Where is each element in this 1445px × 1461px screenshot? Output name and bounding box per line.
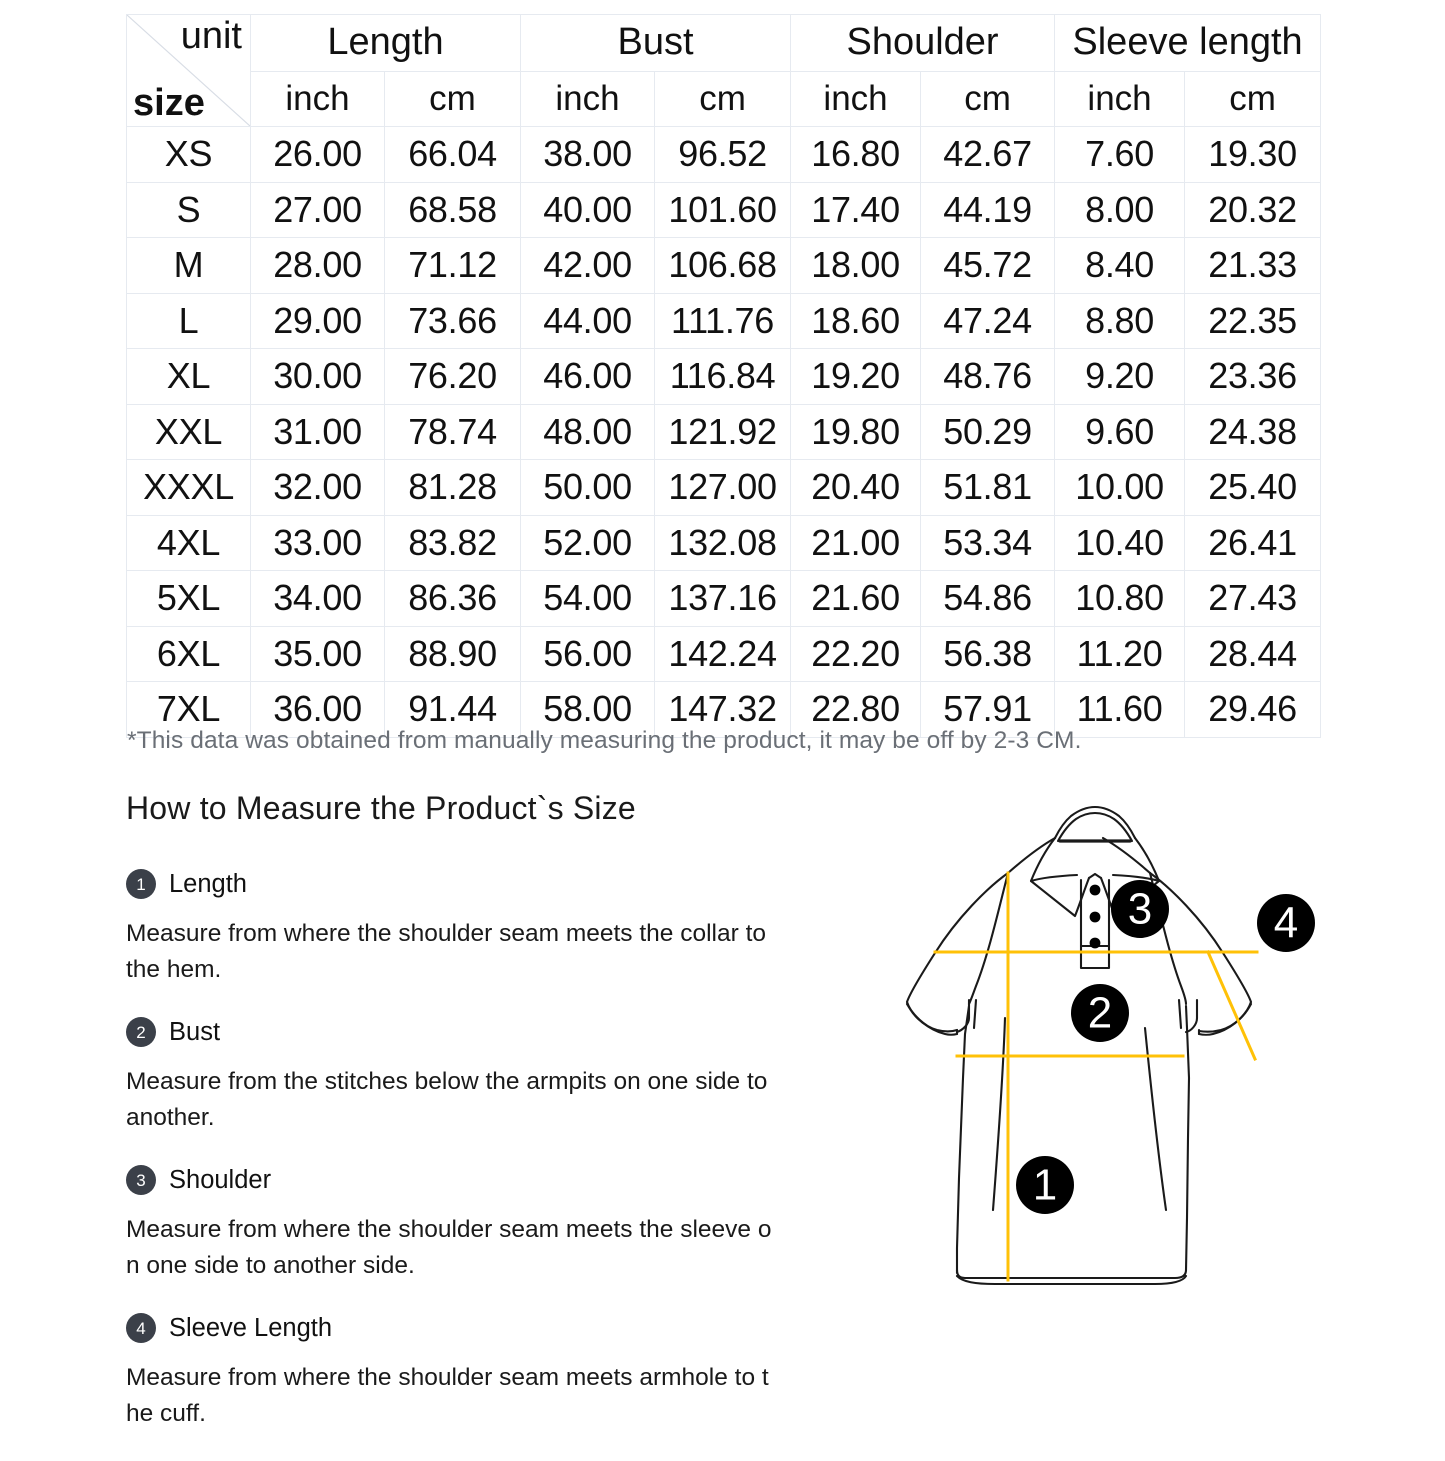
cell-value: 33.00 — [251, 515, 385, 571]
cell-value: 22.35 — [1185, 293, 1321, 349]
cell-value: 46.00 — [521, 349, 655, 405]
subheader-sleeve-inch: inch — [1055, 72, 1185, 127]
cell-value: 68.58 — [385, 182, 521, 238]
step-description: Measure from where the shoulder seam meets the collar to the hem. — [126, 920, 767, 983]
how-to-measure-section — [126, 790, 786, 1461]
corner-cell-unit-size — [127, 15, 251, 127]
cell-value: 91.44 — [385, 682, 521, 738]
cell-value: 25.40 — [1185, 460, 1321, 516]
cell-value: 11.60 — [1055, 682, 1185, 738]
cell-value: 86.36 — [385, 571, 521, 627]
group-header-bust: Bust — [521, 15, 791, 72]
cell-value: 127.00 — [655, 460, 791, 516]
step-description: Measure from where the shoulder seam meets the sleeve on one side to another side. — [126, 1216, 772, 1279]
cell-value: 76.20 — [385, 349, 521, 405]
step-number-badge: 3 — [126, 1165, 156, 1195]
step-label: Shoulder — [169, 1165, 272, 1194]
marker-3 — [1111, 880, 1169, 938]
measure-step-header — [126, 869, 786, 899]
table-row — [127, 571, 1321, 627]
cell-value: 73.66 — [385, 293, 521, 349]
cell-value: 50.29 — [921, 404, 1055, 460]
svg-text:1: 1 — [1032, 1160, 1058, 1210]
cell-value: 57.91 — [921, 682, 1055, 738]
cell-value: 22.20 — [791, 626, 921, 682]
placket-buttons-icon — [1090, 885, 1101, 949]
step-number-badge: 4 — [126, 1313, 156, 1343]
cell-value: 8.80 — [1055, 293, 1185, 349]
cell-value: 44.19 — [921, 182, 1055, 238]
cell-value: 36.00 — [251, 682, 385, 738]
cell-value: 42.00 — [521, 238, 655, 294]
cell-value: 53.34 — [921, 515, 1055, 571]
step-description: Measure from the stitches below the armpits on one side to another. — [126, 1068, 768, 1131]
cell-value: 7.60 — [1055, 127, 1185, 183]
cell-value: 83.82 — [385, 515, 521, 571]
cell-value: 16.80 — [791, 127, 921, 183]
cell-value: 18.00 — [791, 238, 921, 294]
cell-value: 10.00 — [1055, 460, 1185, 516]
table-row — [127, 515, 1321, 571]
cell-value: 20.40 — [791, 460, 921, 516]
subheader-length-inch: inch — [251, 72, 385, 127]
cell-value: 30.00 — [251, 349, 385, 405]
cell-value: 19.20 — [791, 349, 921, 405]
cell-value: 32.00 — [251, 460, 385, 516]
cell-size-xxxl: XXXL — [127, 460, 251, 516]
cell-value: 19.30 — [1185, 127, 1321, 183]
cell-value: 71.12 — [385, 238, 521, 294]
measure-step-2 — [126, 1017, 786, 1135]
table-row — [127, 238, 1321, 294]
cell-size-m: M — [127, 238, 251, 294]
cell-size-l: L — [127, 293, 251, 349]
group-header-sleeve-length: Sleeve length — [1055, 15, 1321, 72]
polo-shirt-illustration-icon — [845, 778, 1345, 1318]
marker-1 — [1016, 1156, 1074, 1214]
cell-size-6xl: 6XL — [127, 626, 251, 682]
cell-size-s: S — [127, 182, 251, 238]
table-body — [127, 127, 1321, 738]
cell-value: 132.08 — [655, 515, 791, 571]
subheader-sleeve-cm: cm — [1185, 72, 1321, 127]
subheader-shoulder-cm: cm — [921, 72, 1055, 127]
cell-value: 147.32 — [655, 682, 791, 738]
step-label: Length — [169, 869, 247, 898]
measure-step-1 — [126, 869, 786, 987]
cell-value: 45.72 — [921, 238, 1055, 294]
cell-value: 42.67 — [921, 127, 1055, 183]
marker-4 — [1257, 894, 1315, 952]
cell-value: 106.68 — [655, 238, 791, 294]
cell-value: 21.00 — [791, 515, 921, 571]
cell-value: 116.84 — [655, 349, 791, 405]
cell-value: 34.00 — [251, 571, 385, 627]
cell-value: 111.76 — [655, 293, 791, 349]
cell-value: 101.60 — [655, 182, 791, 238]
svg-text:3: 3 — [1127, 884, 1153, 934]
svg-text:4: 4 — [1273, 898, 1299, 948]
step-number-badge: 1 — [126, 869, 156, 899]
measure-steps-list — [126, 869, 786, 1431]
group-header-length: Length — [251, 15, 521, 72]
cell-value: 142.24 — [655, 626, 791, 682]
cell-value: 31.00 — [251, 404, 385, 460]
cell-value: 22.80 — [791, 682, 921, 738]
table-row — [127, 460, 1321, 516]
table-row — [127, 293, 1321, 349]
cell-value: 56.38 — [921, 626, 1055, 682]
size-label: size — [133, 82, 205, 124]
cell-value: 9.20 — [1055, 349, 1185, 405]
cell-size-5xl: 5XL — [127, 571, 251, 627]
cell-value: 18.60 — [791, 293, 921, 349]
cell-size-7xl: 7XL — [127, 682, 251, 738]
subheader-bust-inch: inch — [521, 72, 655, 127]
table-row — [127, 404, 1321, 460]
measurement-disclaimer: *This data was obtained from manually measuring the product, it may be off by 2-3 CM. — [127, 727, 1082, 754]
cell-value: 58.00 — [521, 682, 655, 738]
cell-value: 9.60 — [1055, 404, 1185, 460]
cell-value: 28.00 — [251, 238, 385, 294]
group-header-shoulder: Shoulder — [791, 15, 1055, 72]
cell-value: 48.00 — [521, 404, 655, 460]
how-to-measure-title: How to Measure the Product`s Size — [126, 790, 636, 826]
svg-text:2: 2 — [1087, 988, 1113, 1038]
marker-2 — [1071, 984, 1129, 1042]
cell-value: 27.00 — [251, 182, 385, 238]
cell-value: 66.04 — [385, 127, 521, 183]
size-chart-table — [126, 14, 1321, 738]
cell-value: 29.00 — [251, 293, 385, 349]
cell-value: 47.24 — [921, 293, 1055, 349]
table-row — [127, 626, 1321, 682]
cell-size-xl: XL — [127, 349, 251, 405]
cell-value: 54.00 — [521, 571, 655, 627]
cell-value: 96.52 — [655, 127, 791, 183]
cell-value: 56.00 — [521, 626, 655, 682]
cell-value: 88.90 — [385, 626, 521, 682]
cell-value: 21.33 — [1185, 238, 1321, 294]
size-chart-table-container — [126, 14, 1320, 738]
cell-value: 10.80 — [1055, 571, 1185, 627]
cell-value: 40.00 — [521, 182, 655, 238]
cell-value: 11.20 — [1055, 626, 1185, 682]
measure-step-3 — [126, 1165, 786, 1283]
cell-value: 27.43 — [1185, 571, 1321, 627]
measure-step-header — [126, 1165, 786, 1195]
cell-value: 29.46 — [1185, 682, 1321, 738]
cell-value: 8.00 — [1055, 182, 1185, 238]
polo-shirt-diagram — [845, 778, 1345, 1318]
cell-value: 21.60 — [791, 571, 921, 627]
cell-value: 28.44 — [1185, 626, 1321, 682]
measure-step-header — [126, 1017, 786, 1047]
cell-value: 19.80 — [791, 404, 921, 460]
cell-value: 26.00 — [251, 127, 385, 183]
cell-value: 78.74 — [385, 404, 521, 460]
cell-value: 44.00 — [521, 293, 655, 349]
cell-value: 20.32 — [1185, 182, 1321, 238]
cell-value: 121.92 — [655, 404, 791, 460]
cell-value: 35.00 — [251, 626, 385, 682]
cell-value: 17.40 — [791, 182, 921, 238]
subheader-length-cm: cm — [385, 72, 521, 127]
cell-value: 8.40 — [1055, 238, 1185, 294]
cell-value: 24.38 — [1185, 404, 1321, 460]
cell-value: 26.41 — [1185, 515, 1321, 571]
table-group-header-row — [127, 15, 1321, 72]
step-label: Sleeve Length — [169, 1313, 333, 1342]
cell-size-xs: XS — [127, 127, 251, 183]
cell-value: 48.76 — [921, 349, 1055, 405]
cell-value: 51.81 — [921, 460, 1055, 516]
step-number-badge: 2 — [126, 1017, 156, 1047]
cell-value: 137.16 — [655, 571, 791, 627]
cell-value: 10.40 — [1055, 515, 1185, 571]
measure-step-header — [126, 1313, 786, 1343]
subheader-bust-cm: cm — [655, 72, 791, 127]
cell-value: 81.28 — [385, 460, 521, 516]
cell-value: 54.86 — [921, 571, 1055, 627]
step-description: Measure from where the shoulder seam meets armhole to the cuff. — [126, 1364, 769, 1427]
table-row — [127, 349, 1321, 405]
table-row — [127, 182, 1321, 238]
subheader-shoulder-inch: inch — [791, 72, 921, 127]
cell-size-4xl: 4XL — [127, 515, 251, 571]
cell-size-xxl: XXL — [127, 404, 251, 460]
cell-value: 23.36 — [1185, 349, 1321, 405]
table-subheader-row — [127, 72, 1321, 127]
measure-step-4 — [126, 1313, 786, 1431]
diagram-markers — [1016, 880, 1315, 1214]
cell-value: 38.00 — [521, 127, 655, 183]
table-row — [127, 127, 1321, 183]
step-label: Bust — [169, 1017, 221, 1046]
table-header — [127, 15, 1321, 127]
cell-value: 50.00 — [521, 460, 655, 516]
cell-value: 52.00 — [521, 515, 655, 571]
unit-label: unit — [180, 15, 242, 57]
